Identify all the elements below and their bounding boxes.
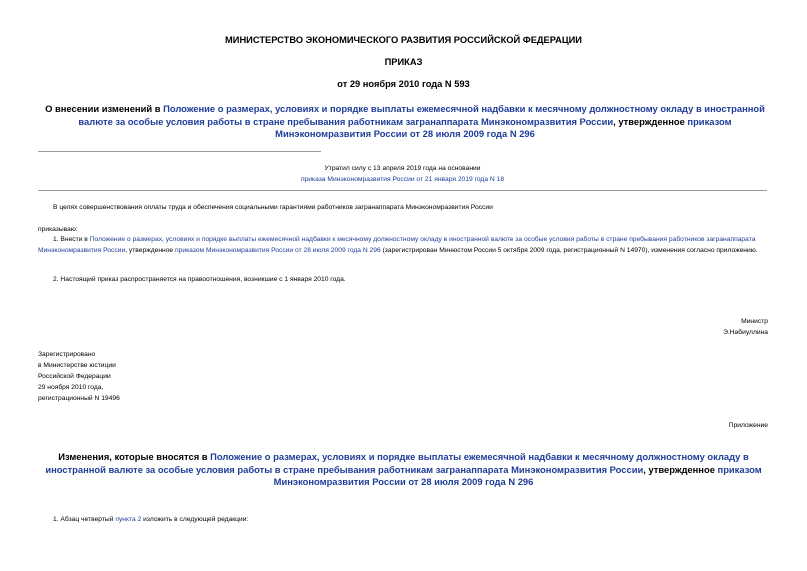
registration-line-3: Российской Федерации xyxy=(38,373,111,380)
document-title xyxy=(35,103,775,141)
status-divider-top xyxy=(38,151,321,152)
status-note xyxy=(230,163,575,185)
title-prefix: О внесении изменений в xyxy=(45,103,164,114)
date-number-heading: от 29 ноября 2010 года N 593 xyxy=(337,79,470,89)
status-divider-bottom xyxy=(38,190,767,191)
appendix-title-link-order[interactable]: приказом Минэкономразвития России от 28 июля 2009 года N 296 xyxy=(273,463,762,488)
doc-type-heading: ПРИКАЗ xyxy=(384,57,423,67)
appendix-para-1 xyxy=(53,514,773,525)
title-link-regulation[interactable]: Положение о размерах, условиях и порядке выплаты ежемесячной надбавки к месячному должностному окладу в иностранной валюте за особые условия работы в стране пребывания работникам загранаппарата Минэкономразвития России xyxy=(78,103,765,127)
appendix-title-link-regulation[interactable]: Положение о размерах, условиях и порядке выплаты ежемесячной надбавки к месячному должностному окладу в иностранной валюте за особые условия работы в стране пребывания работникам загранаппарата Минэкономразвития России xyxy=(45,451,749,475)
appendix-title-middle: , утвержденное xyxy=(643,463,718,475)
item-1-prefix: 1. Внести в xyxy=(53,236,90,243)
signature-block xyxy=(600,316,768,338)
status-note-link[interactable]: приказа Минэкономразвития России от 21 января 2019 года N 18 xyxy=(300,176,505,183)
signature-name: Э.Набиуллина xyxy=(723,329,768,336)
title-middle: , утвержденное xyxy=(613,115,688,127)
registration-line-5: регистрационный N 19496 xyxy=(38,395,120,402)
ministry-heading: МИНИСТЕРСТВО ЭКОНОМИЧЕСКОГО РАЗВИТИЯ РОССИЙСКОЙ ФЕДЕРАЦИИ xyxy=(225,35,582,45)
appendix-label: Приложение xyxy=(728,422,768,429)
signature-position: Министр xyxy=(741,318,768,325)
registration-block xyxy=(38,349,238,404)
registration-line-2: в Министерстве юстиции xyxy=(38,362,116,369)
item-1-suffix: (зарегистрирован Минюстом России 5 октября 2009 года, регистрационный N 14970), изменения согласно приложению. xyxy=(380,247,758,254)
item-1 xyxy=(38,234,769,256)
item-2: 2. Настоящий приказ распространяется на правоотношения, возникшие с 1 января 2010 года. xyxy=(53,276,346,283)
item-1-middle: , утвержденное xyxy=(125,247,176,254)
status-note-text: Утратил силу с 13 апреля 2019 года на основании xyxy=(324,165,481,172)
appendix-title-prefix: Изменения, которые вносятся в xyxy=(58,451,211,462)
item-1-link-order[interactable]: приказом Минэкономразвития России от 28 июля 2009 года N 296 xyxy=(175,247,381,254)
title-link-order[interactable]: приказом Минэкономразвития России от 28 июля 2009 года N 296 xyxy=(275,115,732,140)
order-word: приказываю: xyxy=(38,226,78,233)
registration-line-1: Зарегистрировано xyxy=(38,351,96,358)
appendix-para-1-suffix: изложить в следующей редакции: xyxy=(141,516,249,523)
appendix-title xyxy=(38,451,769,489)
appendix-para-1-prefix: 1. Абзац четвертый xyxy=(53,516,116,523)
item-1-link-regulation[interactable]: Положение о размерах, условиях и порядке выплаты ежемесячной надбавки к месячному должностному окладу в иностранной валюте за особые условия работы в стране пребывания работников загранаппарата Минэкономразвития России xyxy=(38,236,756,254)
registration-line-4: 29 ноября 2010 года, xyxy=(38,384,104,391)
appendix-para-1-link[interactable]: пункта 2 xyxy=(115,516,142,523)
preamble: В целях совершенствования оплаты труда и обеспечения социальными гарантиями работников загранаппарата Минэкономразвития России xyxy=(53,204,493,211)
